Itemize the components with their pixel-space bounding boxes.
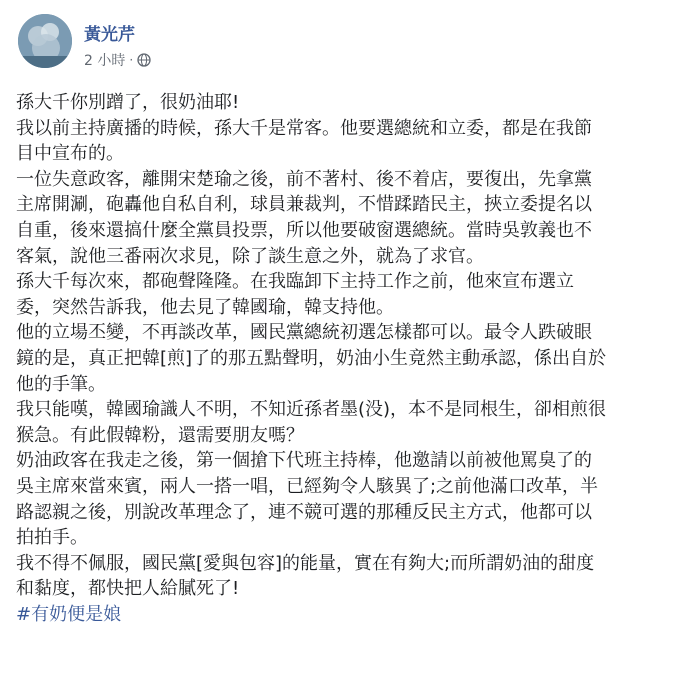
- author-name[interactable]: 黃光芹: [84, 25, 135, 45]
- post-line: 我只能嘆，韓國瑜識人不明，不知近孫者墨(没)，本不是同根生，卻相煎很: [16, 399, 607, 421]
- post-line: 我不得不佩服，國民黨[愛與包容]的能量，實在有夠大;而所謂奶油的甜度: [16, 552, 595, 574]
- post-line: 拍拍手。: [16, 527, 88, 549]
- post-line: 孫大千每次來，都砲聲隆隆。在我臨卸下主持工作之前，他來宣布選立: [16, 271, 574, 293]
- meta-separator: ·: [129, 53, 134, 67]
- globe-icon[interactable]: [137, 53, 151, 67]
- post-line: 委，突然告訴我，他去見了韓國瑜，韓支持他。: [16, 296, 394, 318]
- post-line: 自重，後來還搞什麼全黨員投票，所以他要破窗選總統。當時吳敦義也不: [16, 219, 592, 241]
- post-body: [16, 90, 686, 627]
- post-line: 目中宣布的。: [16, 143, 124, 165]
- post-line: 鏡的是，真正把韓[煎]了的那五點聲明，奶油小生竟然主動承認，係出自於: [16, 347, 607, 369]
- post-time[interactable]: 2 小時: [84, 53, 126, 69]
- post-header: [18, 14, 678, 70]
- post-line: 客氣，說他三番兩次求見，除了談生意之外，就為了求官。: [16, 245, 484, 267]
- post-line: 主席開涮，砲轟他自私自利，球員兼裁判，不惜蹂踏民主，挾立委提名以: [16, 194, 592, 216]
- avatar-image: [18, 14, 72, 68]
- avatar[interactable]: [18, 14, 72, 68]
- post-line: 他的手筆。: [16, 373, 106, 395]
- post-line: 奶油政客在我走之後，第一個搶下代班主持棒，他邀請以前被他罵臭了的: [16, 450, 592, 472]
- post-line: 猴急。有此假韓粉，還需要朋友嗎？: [16, 424, 304, 446]
- post-line: 他的立場丕變，不再談改革，國民黨總統初選怎樣都可以。最令人跌破眼: [16, 322, 592, 344]
- post-line: 一位失意政客，離開宋楚瑜之後，前不著村、後不着店，要復出，先拿黨: [16, 168, 592, 190]
- post-line: 吳主席來當來賓，兩人一搭一唱，已經夠令人駭異了;之前他滿口改革，半: [16, 475, 599, 497]
- post-line: 和黏度，都快把人給膩死了!: [16, 578, 240, 600]
- hashtag-link[interactable]: #有奶便是娘: [16, 603, 122, 625]
- post-meta: [84, 50, 151, 70]
- post-line: 孫大千你別蹭了，很奶油耶!: [16, 92, 240, 113]
- post-line: 我以前主持廣播的時候，孫大千是常客。他要選總統和立委，都是在我節: [16, 117, 592, 139]
- post-line: 路認親之後，別說改革理念了，連不競可選的那種反民主方式，他都可以: [16, 501, 592, 523]
